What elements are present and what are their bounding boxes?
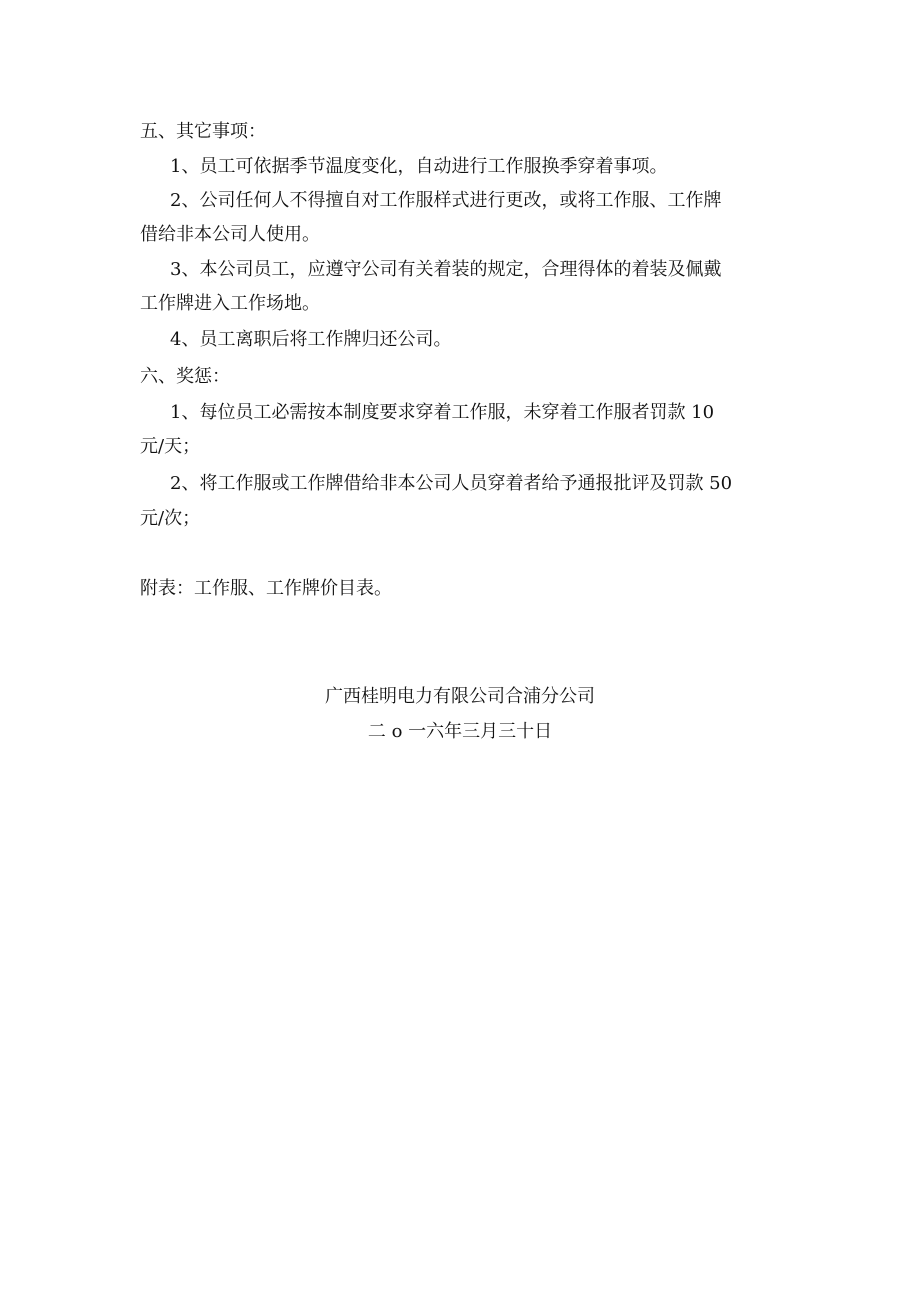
signature-date: 二 o 一六年三月三十日 — [367, 721, 553, 742]
section-5-item-3-line-2: 工作牌进入工作场地。 — [140, 293, 320, 314]
section-5-item-2-line-2: 借给非本公司人使用。 — [140, 224, 320, 245]
section-6-item-2-line-1: 2、将工作服或工作牌借给非本公司人员穿着者给予通报批评及罚款 50 — [170, 473, 733, 494]
section-5-item-2-line-1: 2、公司任何人不得擅自对工作服样式进行更改，或将工作服、工作牌 — [170, 190, 722, 211]
section-6-item-1-line-1: 1、每位员工必需按本制度要求穿着工作服，未穿着工作服者罚款 10 — [170, 402, 715, 423]
section-5-heading: 五、其它事项： — [140, 121, 266, 142]
attachment-note: 附表：工作服、工作牌价目表。 — [140, 578, 392, 599]
section-5-item-4: 4、员工离职后将工作牌归还公司。 — [170, 329, 452, 350]
signature-company: 广西桂明电力有限公司合浦分公司 — [325, 686, 595, 707]
section-6-item-1-line-2: 元/天； — [140, 436, 201, 457]
section-6-item-2-line-2: 元/次； — [140, 508, 201, 529]
section-5-item-1: 1、员工可依据季节温度变化，自动进行工作服换季穿着事项。 — [170, 156, 668, 177]
section-5-item-3-line-1: 3、本公司员工，应遵守公司有关着装的规定，合理得体的着装及佩戴 — [170, 259, 722, 280]
section-6-heading: 六、奖惩： — [140, 366, 230, 387]
